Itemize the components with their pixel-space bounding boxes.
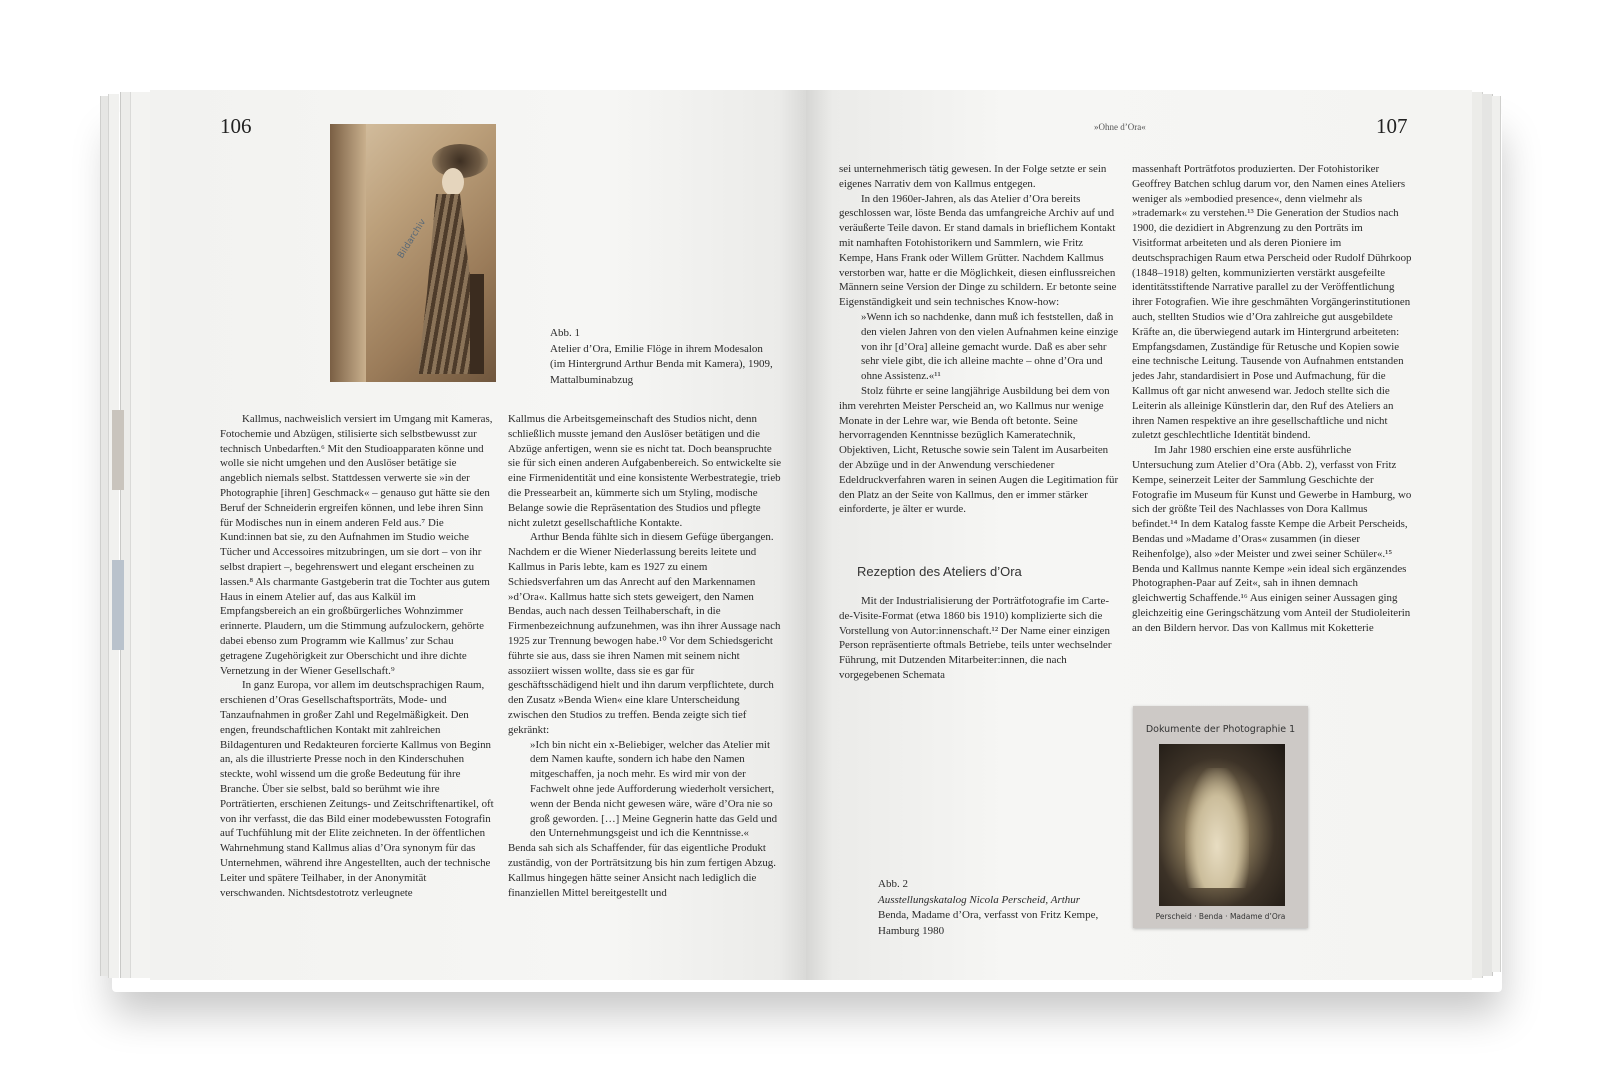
cover-artwork-figure: [1185, 768, 1249, 888]
paragraph: Im Jahr 1980 erschien eine erste ausführliche Untersuchung zum Atelier d’Ora (Abb. 2), verfasst von Fritz Kempe, seinerzeit Leiter der Sammlung Geschichte der Fotografie im Museum für Kunst und Gewerbe in Hamburg, wo sich der größte Teil des Nachlasses von Dora Kallmus befindet.¹⁴ In dem Katalog fasste Kempe die Arbeit Perscheids, Bendas und »Madame d’Oras« zusammen (in dieser Reihenfolge), also »der Meister und zwei seiner Schüler«.¹⁵ Benda und Kallmus nannte Kempe »ein ideal sich ergänzendes Photographen-Paar auf Zeit«, sah in ihnen demnach gleichwertig Schaffende.¹⁶ Aus einigen seiner Aussagen ging gleichzeitig eine Geringschätzung vom Anteil der Studioleiterin an den Bildern hervor. Das von Kallmus mit Koketterie: [1132, 444, 1412, 634]
caption-line: Atelier d’Ora, Emilie Flöge in ihrem Modesalon: [550, 343, 763, 356]
page-edge-mark: [112, 560, 124, 650]
text-column-3: [839, 162, 1119, 517]
figure-2-catalog-cover: [1133, 706, 1308, 928]
text-column-2: [508, 412, 782, 900]
caption-number: Abb. 2: [878, 878, 908, 890]
figure-2-caption: [878, 877, 1128, 939]
photo-detail: [470, 274, 484, 374]
cover-subtitle: Perscheid · Benda · Madame d’Ora: [1155, 912, 1286, 921]
page-number: 107: [1376, 114, 1408, 138]
text-column-1: [220, 412, 494, 900]
paragraph: In den 1960er-Jahren, als das Atelier d’Ora bereits geschlossen war, löste Benda das umfangreiche Archiv auf und veräußerte Teile davon. Er stand damals in brieflichem Kontakt mit namhaften Fotohistorikern und Sammlern, wie Fritz Kempe, Hans Frank oder Willem Grütter. Nachdem Kallmus verstorben war, hatte er die Möglichkeit, diesen einflussreichen Männern seine Version der Dinge zu schildern. Er betonte seine Eigenständigkeit und sein technisches Know-how:: [839, 192, 1117, 309]
paragraph: Kallmus die Arbeitsgemeinschaft des Studios nicht, denn schließlich musste jemand den Auslöser betätigen und die Abzüge anfertigen, wenn sie es nicht tat. Doch beanspruchte sie für sich einen anderen Aufgabenbereich. So entwickelte sie eine Firmenidentität und eine konsistente Werbestrategie, trieb die Pressearbeit an, kümmerte sich um Styling, modische Belange sowie die Repräsentation des Studios und pflegte nicht zuletzt gesellschaftliche Kontakte.: [508, 413, 782, 529]
paragraph: Kallmus, nachweislich versiert im Umgang mit Kameras, Fotochemie und Abzügen, stilisierte sich selbstbewusst zur technisch Unbedarften.⁶ Mit den Studioapparaten könne und wolle sie nicht umgehen und den Auslöser betätige sie angeblich niemals selbst. Stattdessen verwerte sie »in der Photographie [ihren] Geschmack« – genauso gut hätte sie den Beruf der Schneiderin ergreifen können, und lebe ihren Sinn für Modisches nun in einem anderen Feld aus.⁷ Die Kund:innen bat sie, zu den Aufnahmen im Studio weiche Tücher und Accessoires mitzubringen, um sie dort – von ihr selbst drapiert –, begehrenswert und elegant erscheinen zu lassen.⁸ Als charmante Gastgeberin trat die Tochter aus gutem Haus in einem Atelier auf, das aus Kalkül im Empfangsbereich an ein großbürgerliches Wohnzimmer erinnerte. Plaudern, um die Stimmung aufzulockern, gehörte dabei ebenso zum Programm wie Kallmus’ zur Schau getragene Zugehörigkeit zur Oberschicht und ihre dichte Vernetzung in der Wiener Gesellschaft.⁹: [220, 413, 493, 677]
paragraph: Benda sah sich als Schaffender, für das eigentliche Produkt zuständig, von der Porträtsitzung bis hin zum fertigen Abzug. Kallmus hingegen hätte seiner Ansicht nach lediglich die finanziellen Mittel bereitgestellt und: [508, 842, 776, 899]
figure-1-caption: [550, 326, 800, 388]
caption-line: Mattalbuminabzug: [550, 373, 634, 386]
paragraph: Arthur Benda fühlte sich in diesem Gefüge übergangen. Nachdem er die Wiener Niederlassung bereits leitete und Kallmus in Paris lebte, kam es 1927 zu einem Schiedsverfahren um das Anrecht auf den Markennamen »d’Ora«. Kallmus hatte sich stets geweigert, den Namen Bendas, auch nach dessen Teilhaberschaft, in die Firmenbezeichnung aufzunehmen, was ihn ihrer Aussage nach 1925 zur Trennung bewogen habe.¹⁰ Vor dem Schiedsgericht führte sie aus, dass sie ihren Namen mit seinem nicht assoziiert wissen wollte, dass sie es gar für geschäftsschädigend hielt und ihn darum verpflichtete, durch den Zusatz »Benda Wien« eine klare Unterscheidung zwischen den Studios zu treffen. Benda zeigte sich tief gekränkt:: [508, 531, 781, 736]
page-number: 106: [220, 114, 252, 138]
running-head: »Ohne d’Ora«: [1094, 122, 1146, 132]
photo-detail: [442, 168, 464, 196]
caption-number: Abb. 1: [550, 327, 580, 339]
caption-line: Ausstellungskatalog Nicola Perscheid, Arthur: [878, 894, 1081, 907]
paragraph: In ganz Europa, vor allem im deutschsprachigen Raum, erschienen d’Oras Gesellschaftsporträts, Mode- und Tanzaufnahmen in großer Zahl und Regelmäßigkeit. Den engen, freundschaftlichen Kontakt mit zahlreichen Bildagenturen und Redakteuren forcierte Kallmus von Beginn an, als die illustrierte Presse noch in den Kinderschuhen steckte, wohl wissend um die große Bedeutung für ihre Branche. Über sie selbst, bald so berühmt wie ihre Porträtierten, erschienen Zeitungs- und Zeitschriftenartikel, oft von ihr verfasst, die das Bild einer modebewussten Fotografin auf Tuchfühlung mit der Elite zeichneten. In der öffentlichen Wahrnehmung stand Kallmus alias d’Ora synonym für das Unternehmen, während ihre Angestellten, auch der technische Leiter und spätere Teilhaber, in der Anonymität verschwanden. Nichtsdestotrotz verleugnete: [220, 679, 494, 899]
page-edge-mark: [112, 410, 124, 490]
caption-line: Benda, Madame d’Ora, verfasst von Fritz Kempe,: [878, 909, 1099, 922]
page-edge: [108, 94, 119, 978]
paragraph: massenhaft Porträtfotos produzierten. Der Fotohistoriker Geoffrey Batchen schlug darum vor, den Namen eines Ateliers weniger als »embodied presence«, denn vielmehr als »trademark« zu verstehen.¹³ Die Generation der Studios nach 1900, die dezidiert in Abgrenzung zu den Porträts im Visitformat arbeiteten und als deren Pioniere im deutschsprachigen Raum etwa Perscheid oder Rudolf Dührkoop (1848–1918) gelten, kommunizierten verstärkt ausgefeilte identitätsstiftende Narrative parallel zu der Veröffentlichung ihrer Fotografien. Wie ihre geschmähten Vorgängerinstitutionen auch, stellten Studios wie d’Ora zahlreiche gut ausgebildete Kräfte an, die überwiegend autark im Hintergrund arbeiteten: Empfangsdamen, Zuständige für Retusche und Kopien sowie eine technische Leitung. Tausende von Aufnahmen entstanden jedes Jahr, standardisiert in Pose und Aufmachung, für die Kallmus oft gar nicht anwesend war. Jedoch stellte sich die Leiterin als alleinige Künstlerin dar, den Ruf des Ateliers an ihren Namen respektive an ihre gesellschaftliche und nicht zuletzt geschlechtliche Identität bindend.: [1132, 163, 1412, 442]
page-edge: [1492, 96, 1501, 972]
caption-line: Hamburg 1980: [878, 924, 945, 937]
paragraph: sei unternehmerisch tätig gewesen. In der Folge setzte er sein eigenes Narrativ dem von Kallmus entgegen.: [839, 163, 1107, 190]
section-heading: Rezeption des Ateliers d’Ora: [857, 564, 1022, 579]
archive-stamp: Bildarchiv: [396, 217, 429, 261]
photo-detail: [330, 124, 366, 382]
caption-line: (im Hintergrund Arthur Benda mit Kamera), 1909,: [550, 358, 773, 371]
block-quote: »Wenn ich so nachdenke, dann muß ich feststellen, daß in den vielen Jahren von den vielen Aufnahmen keine einzige von ihr [d’Ora] alleine gemacht wurde. Daß es aber sehr sehr viele gibt, die ich alleine machte – ohne d’Ora und ohne Assistenz.«¹¹: [861, 310, 1119, 383]
cover-title: Dokumente der Photographie 1: [1145, 724, 1296, 735]
text-column-3b: [839, 594, 1119, 683]
paragraph: Mit der Industrialisierung der Porträtfotografie im Carte-de-Visite-Format (etwa 1860 bis 1910) komplizierte sich die Vorstellung von Autor:innenschaft.¹² Der Name einer einzigen Person repräsentierte oftmals Betriebe, teils unter wechselnder Führung, mit Dutzenden Mitarbeiter:innen, die nach vorgegebenen Schemata: [839, 595, 1112, 681]
block-quote: »Ich bin nicht ein x-Beliebiger, welcher das Atelier mit dem Namen kaufte, sondern ich habe den Namen mitgeschaffen, ja noch mehr. Es wird mir von der Fachwelt ohne jede Aufforderung wiederholt versichert, wenn der Benda nicht gewesen wäre, wäre d’Ora nie so groß geworden. […] Meine Gegnerin hatte das Geld und den Unternehmungsgeist und ich die Kenntnisse.«: [530, 738, 778, 840]
paragraph: Stolz führte er seine langjährige Ausbildung bei dem von ihm verehrten Meister Perscheid an, wo Kallmus nur wenige Monate in der Lehre war, wie Benda oft betonte. Seine hervorragenden Kenntnisse bezüglich Kameratechnik, Objektiven, Licht, Retusche sowie sein Talent im Ausarbeiten der Abzüge und in der Anwendung verschiedener Edeldruckverfahren waren in seinen Augen die Legitimation für den Platz an der Seite von Kallmus, den er immer stärker einforderte, je älter er wurde.: [839, 384, 1119, 516]
text-column-4: [1132, 162, 1414, 636]
figure-1-photo: [330, 124, 496, 382]
photo-detail: [418, 194, 478, 374]
